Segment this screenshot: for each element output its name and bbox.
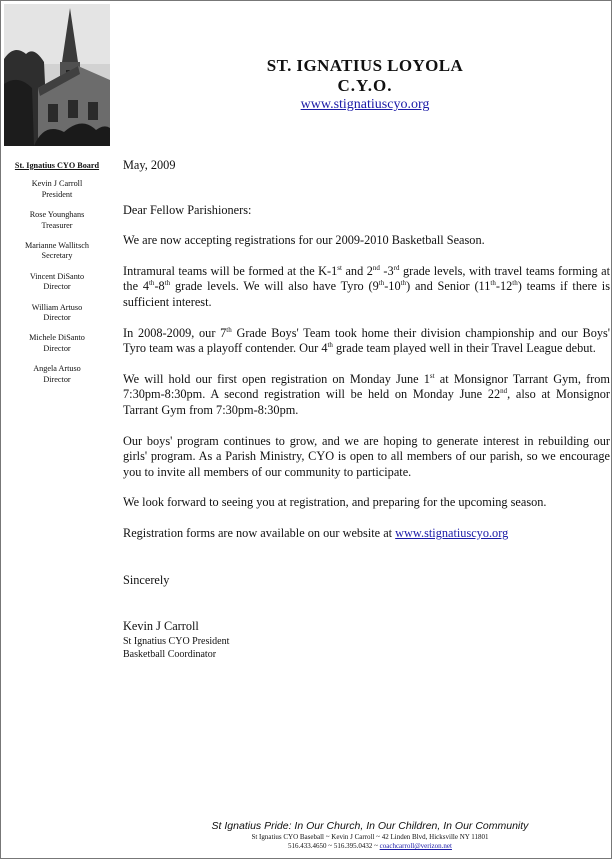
footer-email-link[interactable]: coachcarroll@verizon.net <box>379 842 452 850</box>
website-link[interactable]: www.stignatiuscyo.org <box>300 97 430 112</box>
church-photo <box>4 4 110 146</box>
organization-subtitle: C.Y.O. <box>337 76 393 95</box>
member-name: Michele DiSanto <box>29 333 85 343</box>
organization-name: ST. IGNATIUS LOYOLA <box>266 56 464 75</box>
registration-website-link[interactable]: www.stignatiuscyo.org <box>395 525 509 540</box>
member-role: President <box>41 189 73 199</box>
board-member <box>0 272 114 293</box>
salutation: Dear Fellow Parishioners: <box>123 202 252 217</box>
footer-address: St Ignatius CYO Baseball ~ Kevin J Carroll ~ 42 Linden Blvd, Hicksville NY 11801 <box>251 833 489 841</box>
board-sidebar <box>0 161 114 395</box>
signer-role: Basketball Coordinator <box>123 648 217 660</box>
member-role: Treasurer <box>41 220 73 230</box>
letterhead <box>230 56 500 114</box>
board-title: St. Ignatius CYO Board <box>14 161 100 170</box>
letter-body <box>123 158 610 661</box>
board-member <box>0 210 114 231</box>
member-role: Director <box>43 374 71 384</box>
footer <box>160 820 580 851</box>
signer-name: Kevin J Carroll <box>123 619 199 634</box>
signer-title: St Ignatius CYO President <box>123 635 230 647</box>
paragraph-3: In 2008-2009, our 7th Grade Boys' Team took home their division championship and our Boys' Tyro team was a playoff contender. Our 4th grade team played well in their Travel League debut. <box>123 325 610 356</box>
member-name: William Artuso <box>31 302 83 312</box>
member-name: Angela Artuso <box>33 364 81 374</box>
board-member <box>0 241 114 262</box>
church-steeple-image <box>4 4 110 146</box>
member-role: Director <box>43 313 71 323</box>
letter-date: May, 2009 <box>123 158 176 172</box>
paragraph-1: We are now accepting registrations for our 2009-2010 Basketball Season. <box>123 233 485 248</box>
paragraph-6: We look forward to seeing you at registration, and preparing for the upcoming season. <box>123 495 547 510</box>
board-member <box>0 179 114 200</box>
member-name: Vincent DiSanto <box>29 271 85 281</box>
paragraph-5: Our boys' program continues to grow, and we are hoping to generate interest in rebuilding our girls' program. As a Parish Ministry, CYO is open to all members of our parish, so we encourage you to invite all members of our community to participate. <box>123 433 610 479</box>
board-member <box>0 333 114 354</box>
paragraph-4: We will hold our first open registration on Monday June 1st at Monsignor Tarrant Gym, from 7:30pm-8:30pm. A second registration will be held on Monday June 22nd, also at Monsignor Tarrant Gym from 7:30pm-8:30pm. <box>123 371 611 417</box>
closing: Sincerely <box>123 572 170 587</box>
member-role: Director <box>43 282 71 292</box>
member-role: Director <box>43 343 71 353</box>
member-name: Kevin J Carroll <box>31 179 83 189</box>
board-member <box>0 364 114 385</box>
board-member <box>0 303 114 324</box>
member-name: Marianne Wallitsch <box>25 241 89 251</box>
member-name: Rose Younghans <box>29 210 85 220</box>
footer-motto: St Ignatius Pride: In Our Church, In Our Children, In Our Community <box>211 820 529 832</box>
paragraph-2: Intramural teams will be formed at the K-1st and 2nd -3rd grade levels, with travel teams forming at the 4th-8th grade levels. We will also have Tyro (9th-10th) and Senior (11th-12th) teams if there is sufficient interest. <box>123 263 611 309</box>
footer-contact: 516.433.4650 ~ 516.395.0432 ~ coachcarroll@verizon.net <box>288 842 452 850</box>
paragraph-7: Registration forms are now available on our website at www.stignatiuscyo.org <box>123 525 509 540</box>
member-role: Secretary <box>41 251 73 261</box>
